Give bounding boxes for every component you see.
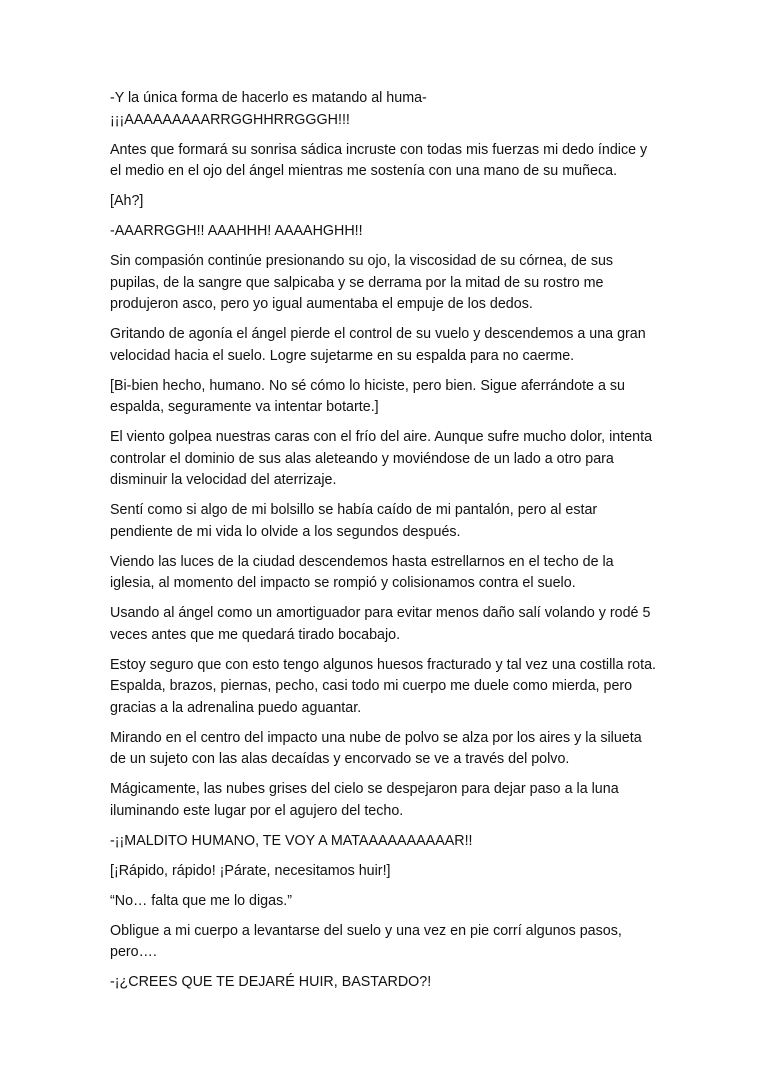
paragraph: -¡¡MALDITO HUMANO, TE VOY A MATAAAAAAAAAAR!! [110,832,473,849]
paragraph: [Bi-bien hecho, humano. No sé cómo lo hiciste, pero bien. Sigue aferrándote a su espalda, seguramente va intentar botarte.] [110,377,625,415]
paragraph: Sin compasión continúe presionando su ojo, la viscosidad de su córnea, de sus pupilas, de la sangre que salpicaba y se derrama por la mitad de su rostro me produjeron asco, pero yo igual aumentaba el empuje de los dedos. [110,253,614,312]
paragraph: Viendo las luces de la ciudad descendemos hasta estrellarnos en el techo de la iglesia, al momento del impacto se rompió y colisionamos contra el suelo. [110,553,614,591]
paragraph: -Y la única forma de hacerlo es matando al huma- ¡¡¡AAAAAAAAARRGGHHRRGGGH!!! [110,90,427,128]
paragraph: -AAARRGGH!! AAAHHH! AAAAHGHH!! [110,223,363,239]
paragraph: Gritando de agonía el ángel pierde el control de su vuelo y descendemos a una gran velocidad hacia el suelo. Logre sujetarme en su espalda para no caerme. [110,326,646,364]
paragraph: Mirando en el centro del impacto una nube de polvo se alza por los aires y la silueta de un sujeto con las alas decaídas y encorvado se ve a través del polvo. [110,729,642,767]
paragraph: Mágicamente, las nubes grises del cielo se despejaron para dejar paso a la luna iluminando este lugar por el agujero del techo. [110,781,619,819]
document-page [110,88,658,1002]
paragraph: Obligue a mi cuerpo a levantarse del suelo y una vez en pie corrí algunos pasos, pero…. [110,922,622,960]
paragraph: [Ah?] [110,193,144,209]
paragraph: [¡Rápido, rápido! ¡Párate, necesitamos huir!] [110,862,391,879]
paragraph: -¡¿CREES QUE TE DEJARÉ HUIR, BASTARDO?! [110,974,432,990]
paragraph: Antes que formará su sonrisa sádica incruste con todas mis fuerzas mi dedo índice y el medio en el ojo del ángel mientras me sostenía con una mano de su muñeca. [110,141,648,179]
paragraph: Sentí como si algo de mi bolsillo se había caído de mi pantalón, pero al estar pendiente de mi vida lo olvide a los segundos después. [110,502,598,540]
paragraph: “No… falta que me lo digas.” [110,892,292,909]
paragraph: El viento golpea nuestras caras con el frío del aire. Aunque sufre mucho dolor, intenta controlar el dominio de sus alas aleteando y moviéndose de un lado a otro para disminuir la velocidad del aterrizaje. [110,429,653,488]
paragraph: Usando al ángel como un amortiguador para evitar menos daño salí volando y rodé 5 veces antes que me quedará tirado bocabajo. [110,605,651,643]
paragraph: Estoy seguro que con esto tengo algunos huesos fracturado y tal vez una costilla rota. Espalda, brazos, piernas, pecho, casi todo mi cuerpo me duele como mierda, pero gracias a la adrenalina puedo aguantar. [110,656,656,716]
